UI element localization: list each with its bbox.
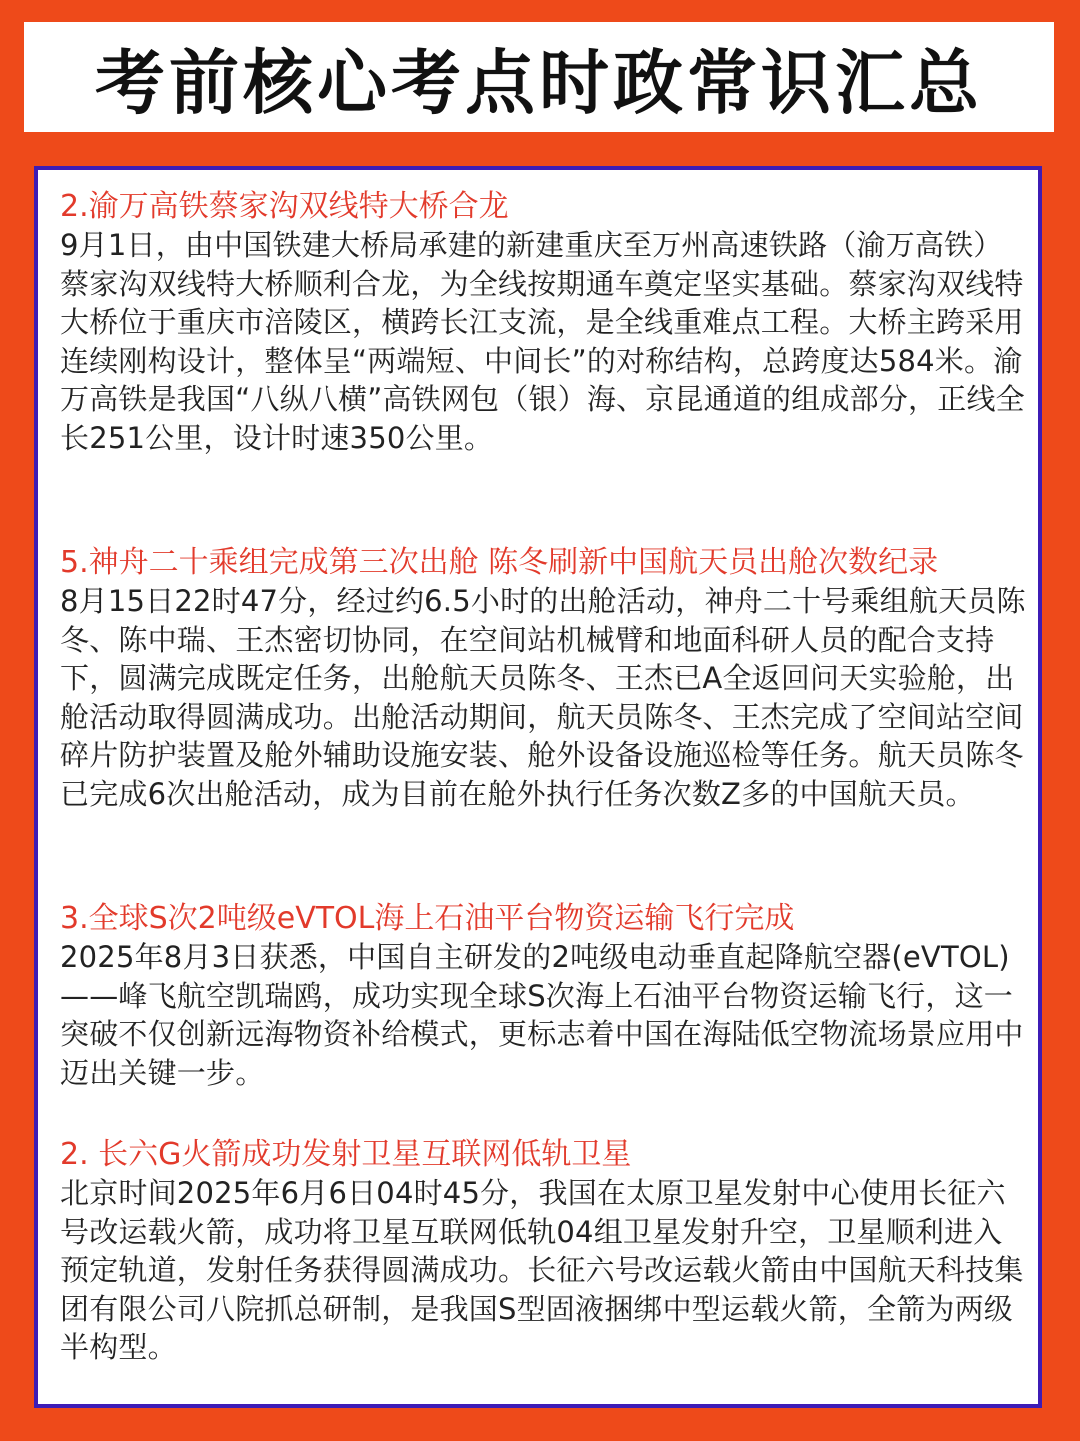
news-item [60, 188, 1030, 457]
news-heading: 3.全球S次2吨级eVTOL海上石油平台物资运输飞行完成 [60, 901, 795, 936]
content-panel [34, 166, 1042, 1408]
page-title: 考前核心考点时政常识汇总 [95, 41, 983, 124]
news-item [60, 544, 1030, 813]
title-banner [24, 22, 1054, 132]
news-body: 8月15日22时47分，经过约6.5小时的出舱活动，神舟二十号乘组航天员陈冬、陈中瑞、王杰密切协同，在空间站机械臂和地面科研人员的配合支持下，圆满完成既定任务，出舱航天员陈冬、王杰已A全返回问天实验舱，出舱活动取得圆满成功。出舱活动期间，航天员陈冬、王杰完成了空间站空间碎片防护装置及舱外辅助设施安装、舱外设备设施巡检等任务。航天员陈冬已完成6次出舱活动，成为目前在舱外执行任务次数Z多的中国航天员。 [60, 584, 1026, 811]
news-body: 9月1日，由中国铁建大桥局承建的新建重庆至万州高速铁路（渝万高铁）蔡家沟双线特大桥顺利合龙，为全线按期通车奠定坚实基础。蔡家沟双线特大桥位于重庆市涪陵区，横跨长江支流，是全线重难点工程。大桥主跨采用连续刚构设计，整体呈“两端短、中间长”的对称结构，总跨度达584米。渝万高铁是我国“八纵八横”高铁网包（银）海、京昆通道的组成部分，正线全长251公里，设计时速350公里。 [60, 228, 1025, 455]
news-heading: 2.渝万高铁蔡家沟双线特大桥合龙 [60, 189, 509, 224]
news-body: 2025年8月3日获悉，中国自主研发的2吨级电动垂直起降航空器(eVTOL)——峰飞航空凯瑞鸥，成功实现全球S次海上石油平台物资运输飞行，这一突破不仅创新远海物资补给模式，更标志着中国在海陆低空物流场景应用中迈出关键一步。 [60, 940, 1024, 1090]
news-item [60, 900, 1030, 1092]
news-heading: 2. 长六G火箭成功发射卫星互联网低轨卫星 [60, 1137, 632, 1172]
news-item [60, 1136, 1030, 1367]
news-heading: 5.神舟二十乘组完成第三次出舱 陈冬刷新中国航天员出舱次数纪录 [60, 545, 939, 580]
news-body: 北京时间2025年6月6日04时45分，我国在太原卫星发射中心使用长征六号改运载火箭，成功将卫星互联网低轨04组卫星发射升空，卫星顺利进入预定轨道，发射任务获得圆满成功。长征六号改运载火箭由中国航天科技集团有限公司八院抓总研制，是我国S型固液捆绑中型运载火箭，全箭为两级半构型。 [60, 1176, 1024, 1364]
